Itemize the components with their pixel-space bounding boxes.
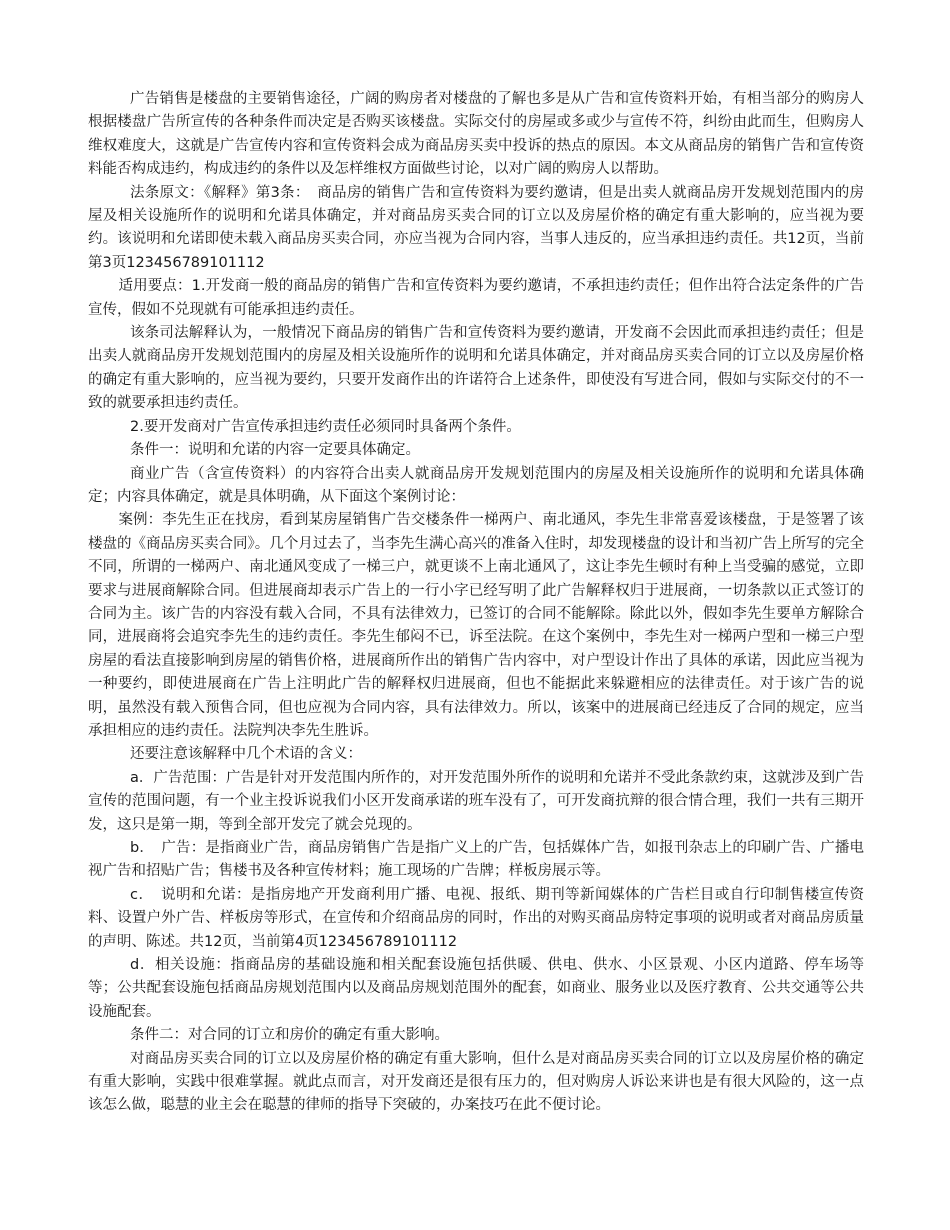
condition-two-heading: 条件二：对合同的订立和房价的确定有重大影响。 [130,1027,450,1044]
statute-text-paragraph: 法条原文：《解释》第3条： 商品房的销售广告和宣传资料为要约邀请，但是出卖人就商品房开发规划范围内的房屋及相关设施所作的说明和允诺具体确定，并对商品房买卖合同的订立以及房屋价格的确定有重大影响的，应当视为要约。该说明和允诺即使未载入商品房买卖合同，亦应当视为合同内容，当事人违反的，应当承担违约责任。共12页，当前第3页123456789101112 [88,184,864,271]
interpretation-paragraph: 该条司法解释认为，一般情况下商品房的销售广告和宣传资料为要约邀请，开发商不会因此而承担违约责任；但是出卖人就商品房开发规划范围内的房屋及相关设施所作的说明和允诺具体确定，并对商品房买卖合同的订立以及房屋价格的确定有重大影响的，应当视为要约，只要开发商作出的许诺符合上述条件，即使没有写进合同，假如与实际交付的不一致的就要承担违约责任。 [88,325,864,412]
intro-paragraph: 广告销售是楼盘的主要销售途径，广阔的购房者对楼盘的了解也多是从广告和宣传资料开始，有相当部分的购房人根据楼盘广告所宣传的各种条件而决定是否购买该楼盘。实际交付的房屋或多或少与宣传不符，纠纷由此而生，但购房人维权难度大，这就是广告宣传内容和宣传资料会成为商品房买卖中投诉的热点的原因。本文从商品房的销售广告和宣传资料能否构成违约，构成违约的条件以及怎样维权方面做些讨论，以对广阔的购房人以帮助。 [88,91,864,178]
document-page [88,88,864,1118]
application-points-paragraph: 适用要点：1.开发商一般的商品房的销售广告和宣传资料为要约邀请，不承担违约责任；但作出符合法定条件的广告宣传，假如不兑现就有可能承担违约责任。 [88,278,864,318]
terms-intro-paragraph: 还要注意该解释中几个术语的含义： [130,746,363,763]
term-d-paragraph: d．相关设施：指商品房的基础设施和相关配套设施包括供暖、供电、供水、小区景观、小区内道路、停车场等等；公共配套设施包括商品房规划范围内以及商品房规划范围外的配套，如商业、服务业以及医疗教育、公共交通等公共设施配套。 [88,957,864,1020]
commercial-ad-paragraph: 商业广告（含宣传资料）的内容符合出卖人就商品房开发规划范围内的房屋及相关设施所作的说明和允诺具体确定；内容具体确定，就是具体明确，从下面这个案例讨论： [88,465,864,505]
case-study-paragraph: 案例：李先生正在找房，看到某房屋销售广告交楼条件一梯两户、南北通风，李先生非常喜爱该楼盘，于是签署了该楼盘的《商品房买卖合同》。几个月过去了，当李先生满心高兴的准备入住时，却发现楼盘的设计和当初广告上所写的完全不同，所谓的一梯两户、南北通风变成了一梯三户，就更谈不上南北通风了，这让李先生顿时有种上当受骗的感觉，立即要求与进展商解除合同。但进展商却表示广告上的一行小字已经写明了此广告解释权归于进展商，一切条款以正式签订的合同为主。该广告的内容没有载入合同，不具有法律效力，已签订的合同不能解除。除此以外，假如李先生要单方解除合同，进展商将会追究李先生的违约责任。李先生郁闷不已，诉至法院。在这个案例中，李先生对一梯两户型和一梯三户型房屋的看法直接影响到房屋的销售价格，进展商所作出的销售广告内容中，对户型设计作出了具体的承诺，因此应当视为一种要约，即使进展商在广告上注明此广告的解释权归进展商，但也不能据此来躲避相应的法律责任。对于该广告的说明，虽然没有载入预售合同，但也应视为合同内容，具有法律效力。所以，该案中的进展商已经违反了合同的规定，应当承担相应的违约责任。法院判决李先生胜诉。 [88,512,864,739]
two-conditions-heading: 2.要开发商对广告宣传承担违约责任必须同时具备两个条件。 [130,418,521,435]
term-a-paragraph: a．广告范围：广告是针对开发范围内所作的，对开发范围外所作的说明和允诺并不受此条款约束，这就涉及到广告宣传的范围问题，有一个业主投诉说我们小区开发商承诺的班车没有了，可开发商抗辩的很合情合理，我们一共有三期开发，这只是第一期，等到全部开发完了就会兑现的。 [88,769,864,833]
term-b-paragraph: b． 广告：是指商业广告，商品房销售广告是指广义上的广告，包括媒体广告，如报刊杂志上的印刷广告、广播电视广告和招贴广告；售楼书及各种宣传材料；施工现场的广告牌；样板房展示等。 [88,840,864,880]
term-c-paragraph: c． 说明和允诺：是指房地产开发商利用广播、电视、报纸、期刊等新闻媒体的广告栏目或自行印制售楼宣传资料、设置户外广告、样板房等形式，在宣传和介绍商品房的同时，作出的对购买商品房特定事项的说明或者对商品房质量的声明、陈述。共12页，当前第4页123456789101112 [88,886,864,950]
condition-one-heading: 条件一：说明和允诺的内容一定要具体确定。 [130,442,421,459]
closing-paragraph: 对商品房买卖合同的订立以及房屋价格的确定有重大影响，但什么是对商品房买卖合同的订立以及房屋价格的确定有重大影响，实践中很难掌握。就此点而言，对开发商还是很有压力的，但对购房人诉讼来讲也是有很大风险的，这一点该怎么做，聪慧的业主会在聪慧的律师的指导下突破的，办案技巧在此不便讨论。 [88,1050,864,1114]
